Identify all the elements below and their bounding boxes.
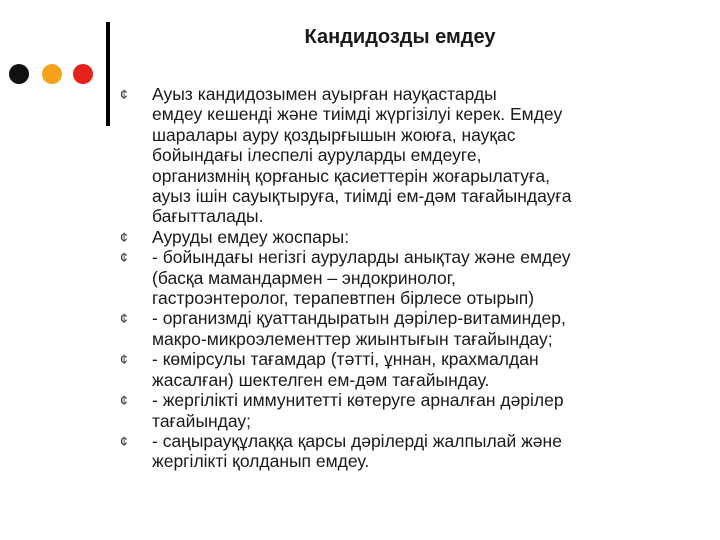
list-item (120, 84, 680, 227)
list-item-text: - организмді қуаттандыратын дәрілер-витаминдер, макро-микроэлементтер жиынтығын тағайындау; (152, 308, 566, 349)
orange-dot-icon (42, 64, 62, 84)
red-dot-icon (73, 64, 93, 84)
bullet-list (120, 84, 680, 472)
list-item (120, 227, 680, 247)
list-item (120, 247, 680, 308)
list-item-text: - саңырауқұлаққа қарсы дәрілерді жалпылай және жергілікті қолданып емдеу. (152, 430, 562, 472)
list-item (120, 390, 680, 431)
list-item-text: Ауыз кандидозымен ауырған науқастарды емдеу кешенді және тиімді жүргізілуі керек. Емдеу шаралары ауру қоздырғышын жоюға, науқас бойындағы ілеспелі ауруларды емдеуге, организмнің қорғаныс қасиеттерін жоғарылатуға, ауыз ішін сауықтыруға, тиімді ем-дәм тағайындауға бағытталады. (152, 84, 572, 227)
hollow-circle-icon: ¢ (120, 351, 128, 368)
list-item-text: - жергілікті иммунитетті көтеруге арналған дәрілер тағайындау; (152, 390, 564, 431)
vertical-divider (106, 22, 110, 126)
list-item-text: - көмірсулы тағамдар (тәтті, ұннан, крахмалдан жасалған) шектелген ем-дәм тағайындау. (152, 349, 539, 390)
hollow-circle-icon: ¢ (120, 249, 128, 266)
list-item-text: - бойындағы негізгі ауруларды анықтау және емдеу (басқа мамандармен – эндокринолог, гастроэнтеролог, терапевтпен бірлесе отырып) (152, 247, 571, 309)
list-item (120, 431, 680, 472)
hollow-circle-icon: ¢ (120, 310, 128, 327)
black-dot-icon (9, 64, 29, 84)
hollow-circle-icon: ¢ (120, 86, 128, 102)
list-item-text: Ауруды емдеу жоспары: (152, 226, 350, 247)
slide-title: Кандидозды емдеу (304, 26, 496, 48)
hollow-circle-icon: ¢ (120, 392, 128, 409)
hollow-circle-icon: ¢ (120, 228, 128, 245)
list-item (120, 308, 680, 349)
list-item (120, 349, 680, 390)
hollow-circle-icon: ¢ (120, 432, 128, 449)
